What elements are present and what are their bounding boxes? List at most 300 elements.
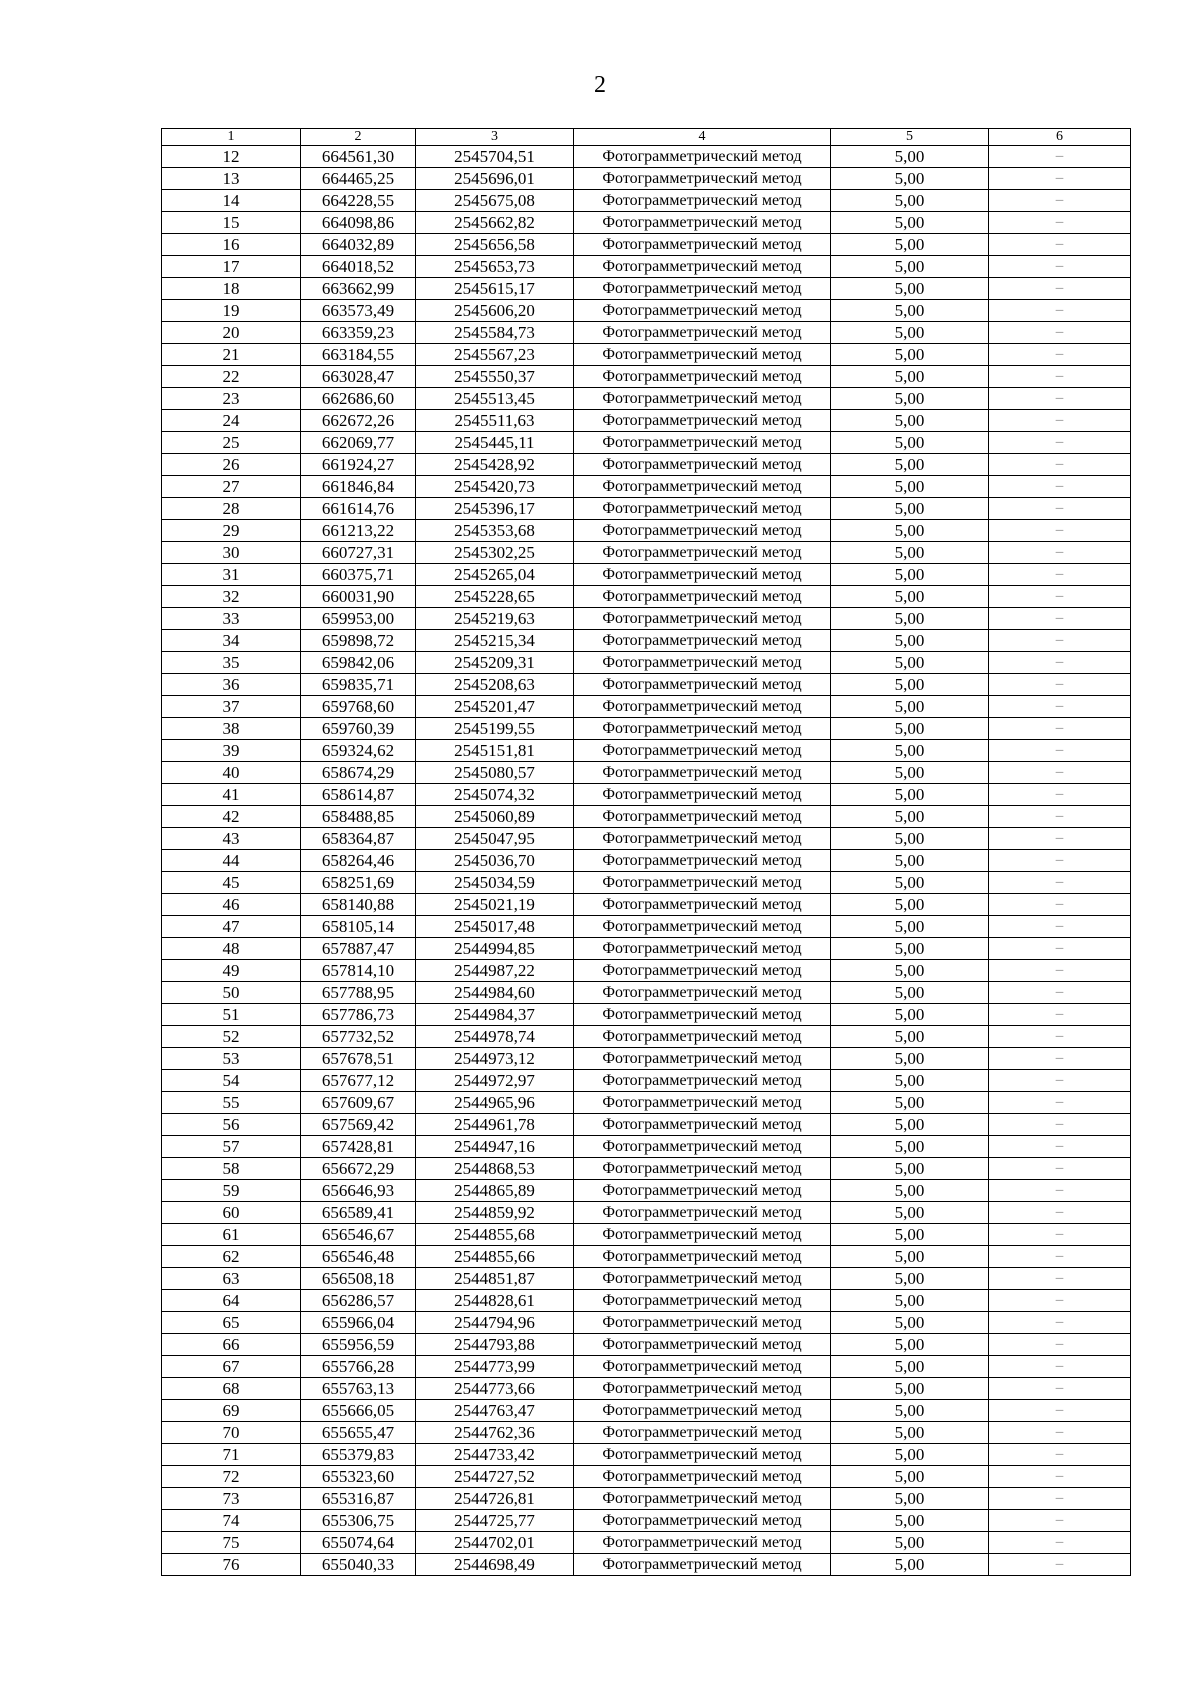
method-cell: Фотограмметрический метод: [574, 1356, 831, 1378]
x-coordinate-cell: 656508,18: [301, 1268, 416, 1290]
accuracy-cell: 5,00: [831, 806, 989, 828]
y-coordinate-cell: 2545151,81: [416, 740, 574, 762]
y-coordinate-cell: 2544725,77: [416, 1510, 574, 1532]
y-coordinate-cell: 2545584,73: [416, 322, 574, 344]
method-cell: Фотограмметрический метод: [574, 410, 831, 432]
accuracy-cell: 5,00: [831, 1356, 989, 1378]
page-number: 2: [594, 72, 606, 98]
method-cell: Фотограмметрический метод: [574, 454, 831, 476]
x-coordinate-cell: 655316,87: [301, 1488, 416, 1510]
y-coordinate-cell: 2544859,92: [416, 1202, 574, 1224]
table-row: [162, 1422, 1131, 1444]
note-cell: –: [989, 1356, 1131, 1378]
x-coordinate-cell: 658251,69: [301, 872, 416, 894]
method-cell: Фотограмметрический метод: [574, 366, 831, 388]
accuracy-cell: 5,00: [831, 498, 989, 520]
x-coordinate-cell: 657732,52: [301, 1026, 416, 1048]
y-coordinate-cell: 2544978,74: [416, 1026, 574, 1048]
point-number-cell: 29: [162, 520, 301, 542]
x-coordinate-cell: 656672,29: [301, 1158, 416, 1180]
y-coordinate-cell: 2545653,73: [416, 256, 574, 278]
method-cell: Фотограмметрический метод: [574, 1532, 831, 1554]
point-number-cell: 28: [162, 498, 301, 520]
table-row: [162, 1290, 1131, 1312]
note-cell: –: [989, 1092, 1131, 1114]
y-coordinate-cell: 2545662,82: [416, 212, 574, 234]
point-number-cell: 63: [162, 1268, 301, 1290]
method-cell: Фотограмметрический метод: [574, 1136, 831, 1158]
x-coordinate-cell: 661213,22: [301, 520, 416, 542]
x-coordinate-cell: 657814,10: [301, 960, 416, 982]
x-coordinate-cell: 659953,00: [301, 608, 416, 630]
accuracy-cell: 5,00: [831, 740, 989, 762]
note-cell: –: [989, 828, 1131, 850]
x-coordinate-cell: 657887,47: [301, 938, 416, 960]
method-cell: Фотограмметрический метод: [574, 300, 831, 322]
point-number-cell: 75: [162, 1532, 301, 1554]
y-coordinate-cell: 2545199,55: [416, 718, 574, 740]
method-cell: Фотограмметрический метод: [574, 674, 831, 696]
accuracy-cell: 5,00: [831, 784, 989, 806]
note-cell: –: [989, 784, 1131, 806]
accuracy-cell: 5,00: [831, 542, 989, 564]
method-cell: Фотограмметрический метод: [574, 1290, 831, 1312]
note-cell: –: [989, 1422, 1131, 1444]
note-cell: –: [989, 190, 1131, 212]
x-coordinate-cell: 661614,76: [301, 498, 416, 520]
x-coordinate-cell: 655766,28: [301, 1356, 416, 1378]
y-coordinate-cell: 2545208,63: [416, 674, 574, 696]
header-row: [162, 129, 1131, 146]
y-coordinate-cell: 2544702,01: [416, 1532, 574, 1554]
table-row: [162, 1158, 1131, 1180]
note-cell: –: [989, 1202, 1131, 1224]
x-coordinate-cell: 657569,42: [301, 1114, 416, 1136]
note-cell: –: [989, 146, 1131, 168]
x-coordinate-cell: 664098,86: [301, 212, 416, 234]
y-coordinate-cell: 2544855,68: [416, 1224, 574, 1246]
accuracy-cell: 5,00: [831, 1378, 989, 1400]
method-cell: Фотограмметрический метод: [574, 476, 831, 498]
x-coordinate-cell: 656286,57: [301, 1290, 416, 1312]
y-coordinate-cell: 2545209,31: [416, 652, 574, 674]
method-cell: Фотограмметрический метод: [574, 806, 831, 828]
point-number-cell: 52: [162, 1026, 301, 1048]
x-coordinate-cell: 657788,95: [301, 982, 416, 1004]
accuracy-cell: 5,00: [831, 630, 989, 652]
method-cell: Фотограмметрический метод: [574, 718, 831, 740]
point-number-cell: 44: [162, 850, 301, 872]
accuracy-cell: 5,00: [831, 454, 989, 476]
x-coordinate-cell: 655379,83: [301, 1444, 416, 1466]
x-coordinate-cell: 655323,60: [301, 1466, 416, 1488]
note-cell: –: [989, 1312, 1131, 1334]
x-coordinate-cell: 659842,06: [301, 652, 416, 674]
y-coordinate-cell: 2545201,47: [416, 696, 574, 718]
method-cell: Фотограмметрический метод: [574, 1378, 831, 1400]
x-coordinate-cell: 664228,55: [301, 190, 416, 212]
accuracy-cell: 5,00: [831, 1444, 989, 1466]
note-cell: –: [989, 1444, 1131, 1466]
x-coordinate-cell: 655306,75: [301, 1510, 416, 1532]
accuracy-cell: 5,00: [831, 190, 989, 212]
note-cell: –: [989, 278, 1131, 300]
table-row: [162, 1092, 1131, 1114]
method-cell: Фотограмметрический метод: [574, 850, 831, 872]
point-number-cell: 35: [162, 652, 301, 674]
y-coordinate-cell: 2545265,04: [416, 564, 574, 586]
y-coordinate-cell: 2545511,63: [416, 410, 574, 432]
point-number-cell: 20: [162, 322, 301, 344]
y-coordinate-cell: 2545675,08: [416, 190, 574, 212]
method-cell: Фотограмметрический метод: [574, 1180, 831, 1202]
table-row: [162, 1554, 1131, 1576]
point-number-cell: 70: [162, 1422, 301, 1444]
note-cell: –: [989, 1378, 1131, 1400]
point-number-cell: 64: [162, 1290, 301, 1312]
point-number-cell: 31: [162, 564, 301, 586]
note-cell: –: [989, 1136, 1131, 1158]
y-coordinate-cell: 2545074,32: [416, 784, 574, 806]
point-number-cell: 38: [162, 718, 301, 740]
table-row: [162, 366, 1131, 388]
method-cell: Фотограмметрический метод: [574, 1246, 831, 1268]
y-coordinate-cell: 2544987,22: [416, 960, 574, 982]
y-coordinate-cell: 2544763,47: [416, 1400, 574, 1422]
note-cell: –: [989, 762, 1131, 784]
point-number-cell: 58: [162, 1158, 301, 1180]
note-cell: –: [989, 1180, 1131, 1202]
accuracy-cell: 5,00: [831, 1026, 989, 1048]
accuracy-cell: 5,00: [831, 718, 989, 740]
accuracy-cell: 5,00: [831, 586, 989, 608]
method-cell: Фотограмметрический метод: [574, 960, 831, 982]
x-coordinate-cell: 657609,67: [301, 1092, 416, 1114]
accuracy-cell: 5,00: [831, 850, 989, 872]
x-coordinate-cell: 660375,71: [301, 564, 416, 586]
y-coordinate-cell: 2544947,16: [416, 1136, 574, 1158]
y-coordinate-cell: 2544762,36: [416, 1422, 574, 1444]
point-number-cell: 67: [162, 1356, 301, 1378]
x-coordinate-cell: 658364,87: [301, 828, 416, 850]
table-row: [162, 300, 1131, 322]
x-coordinate-cell: 664018,52: [301, 256, 416, 278]
table-row: [162, 740, 1131, 762]
point-number-cell: 61: [162, 1224, 301, 1246]
note-cell: –: [989, 454, 1131, 476]
table-row: [162, 1114, 1131, 1136]
point-number-cell: 36: [162, 674, 301, 696]
note-cell: –: [989, 542, 1131, 564]
method-cell: Фотограмметрический метод: [574, 432, 831, 454]
table-row: [162, 1444, 1131, 1466]
x-coordinate-cell: 664561,30: [301, 146, 416, 168]
y-coordinate-cell: 2544773,99: [416, 1356, 574, 1378]
method-cell: Фотограмметрический метод: [574, 1400, 831, 1422]
method-cell: Фотограмметрический метод: [574, 828, 831, 850]
note-cell: –: [989, 388, 1131, 410]
point-number-cell: 42: [162, 806, 301, 828]
method-cell: Фотограмметрический метод: [574, 762, 831, 784]
table-row: [162, 674, 1131, 696]
accuracy-cell: 5,00: [831, 520, 989, 542]
x-coordinate-cell: 659898,72: [301, 630, 416, 652]
point-number-cell: 50: [162, 982, 301, 1004]
method-cell: Фотограмметрический метод: [574, 388, 831, 410]
table-row: [162, 718, 1131, 740]
accuracy-cell: 5,00: [831, 1224, 989, 1246]
point-number-cell: 71: [162, 1444, 301, 1466]
method-cell: Фотограмметрический метод: [574, 696, 831, 718]
x-coordinate-cell: 656546,48: [301, 1246, 416, 1268]
method-cell: Фотограмметрический метод: [574, 1224, 831, 1246]
accuracy-cell: 5,00: [831, 1268, 989, 1290]
header-col-1: 1: [162, 129, 301, 146]
table-row: [162, 1224, 1131, 1246]
method-cell: Фотограмметрический метод: [574, 256, 831, 278]
note-cell: –: [989, 982, 1131, 1004]
accuracy-cell: 5,00: [831, 476, 989, 498]
y-coordinate-cell: 2544698,49: [416, 1554, 574, 1576]
table-row: [162, 652, 1131, 674]
table-row: [162, 1510, 1131, 1532]
table-row: [162, 1136, 1131, 1158]
table-row: [162, 190, 1131, 212]
table-row: [162, 894, 1131, 916]
method-cell: Фотограмметрический метод: [574, 278, 831, 300]
y-coordinate-cell: 2545353,68: [416, 520, 574, 542]
accuracy-cell: 5,00: [831, 168, 989, 190]
y-coordinate-cell: 2545428,92: [416, 454, 574, 476]
table-row: [162, 388, 1131, 410]
method-cell: Фотограмметрический метод: [574, 1202, 831, 1224]
note-cell: –: [989, 344, 1131, 366]
point-number-cell: 12: [162, 146, 301, 168]
y-coordinate-cell: 2544961,78: [416, 1114, 574, 1136]
table-row: [162, 762, 1131, 784]
table-row: [162, 630, 1131, 652]
x-coordinate-cell: 659768,60: [301, 696, 416, 718]
method-cell: Фотограмметрический метод: [574, 1510, 831, 1532]
point-number-cell: 47: [162, 916, 301, 938]
note-cell: –: [989, 938, 1131, 960]
point-number-cell: 51: [162, 1004, 301, 1026]
accuracy-cell: 5,00: [831, 146, 989, 168]
point-number-cell: 41: [162, 784, 301, 806]
note-cell: –: [989, 894, 1131, 916]
y-coordinate-cell: 2544994,85: [416, 938, 574, 960]
method-cell: Фотограмметрический метод: [574, 1070, 831, 1092]
y-coordinate-cell: 2544984,37: [416, 1004, 574, 1026]
y-coordinate-cell: 2544865,89: [416, 1180, 574, 1202]
accuracy-cell: 5,00: [831, 1246, 989, 1268]
method-cell: Фотограмметрический метод: [574, 1158, 831, 1180]
x-coordinate-cell: 662672,26: [301, 410, 416, 432]
accuracy-cell: 5,00: [831, 410, 989, 432]
method-cell: Фотограмметрический метод: [574, 586, 831, 608]
x-coordinate-cell: 655966,04: [301, 1312, 416, 1334]
table-row: [162, 212, 1131, 234]
x-coordinate-cell: 660031,90: [301, 586, 416, 608]
method-cell: Фотограмметрический метод: [574, 520, 831, 542]
accuracy-cell: 5,00: [831, 388, 989, 410]
method-cell: Фотограмметрический метод: [574, 146, 831, 168]
note-cell: –: [989, 586, 1131, 608]
table-row: [162, 168, 1131, 190]
point-number-cell: 32: [162, 586, 301, 608]
point-number-cell: 14: [162, 190, 301, 212]
table-row: [162, 1532, 1131, 1554]
accuracy-cell: 5,00: [831, 322, 989, 344]
accuracy-cell: 5,00: [831, 1510, 989, 1532]
note-cell: –: [989, 410, 1131, 432]
note-cell: –: [989, 1554, 1131, 1576]
accuracy-cell: 5,00: [831, 432, 989, 454]
table-row: [162, 1202, 1131, 1224]
accuracy-cell: 5,00: [831, 1004, 989, 1026]
method-cell: Фотограмметрический метод: [574, 190, 831, 212]
y-coordinate-cell: 2544868,53: [416, 1158, 574, 1180]
table-row: [162, 278, 1131, 300]
method-cell: Фотограмметрический метод: [574, 1048, 831, 1070]
table-row: [162, 1004, 1131, 1026]
point-number-cell: 49: [162, 960, 301, 982]
y-coordinate-cell: 2545396,17: [416, 498, 574, 520]
point-number-cell: 34: [162, 630, 301, 652]
accuracy-cell: 5,00: [831, 1466, 989, 1488]
y-coordinate-cell: 2544855,66: [416, 1246, 574, 1268]
x-coordinate-cell: 657428,81: [301, 1136, 416, 1158]
y-coordinate-cell: 2545080,57: [416, 762, 574, 784]
note-cell: –: [989, 498, 1131, 520]
table-row: [162, 1466, 1131, 1488]
point-number-cell: 18: [162, 278, 301, 300]
accuracy-cell: 5,00: [831, 1048, 989, 1070]
y-coordinate-cell: 2545606,20: [416, 300, 574, 322]
point-number-cell: 65: [162, 1312, 301, 1334]
table-row: [162, 234, 1131, 256]
note-cell: –: [989, 1224, 1131, 1246]
note-cell: –: [989, 1246, 1131, 1268]
table-row: [162, 344, 1131, 366]
x-coordinate-cell: 662686,60: [301, 388, 416, 410]
y-coordinate-cell: 2544793,88: [416, 1334, 574, 1356]
accuracy-cell: 5,00: [831, 652, 989, 674]
y-coordinate-cell: 2544727,52: [416, 1466, 574, 1488]
point-number-cell: 72: [162, 1466, 301, 1488]
accuracy-cell: 5,00: [831, 828, 989, 850]
y-coordinate-cell: 2545302,25: [416, 542, 574, 564]
note-cell: –: [989, 652, 1131, 674]
note-cell: –: [989, 168, 1131, 190]
note-cell: –: [989, 1466, 1131, 1488]
x-coordinate-cell: 658488,85: [301, 806, 416, 828]
method-cell: Фотограмметрический метод: [574, 1334, 831, 1356]
method-cell: Фотограмметрический метод: [574, 1026, 831, 1048]
method-cell: Фотограмметрический метод: [574, 784, 831, 806]
y-coordinate-cell: 2545034,59: [416, 872, 574, 894]
note-cell: –: [989, 1158, 1131, 1180]
method-cell: Фотограмметрический метод: [574, 234, 831, 256]
accuracy-cell: 5,00: [831, 1422, 989, 1444]
point-number-cell: 16: [162, 234, 301, 256]
y-coordinate-cell: 2545696,01: [416, 168, 574, 190]
point-number-cell: 54: [162, 1070, 301, 1092]
method-cell: Фотограмметрический метод: [574, 1444, 831, 1466]
accuracy-cell: 5,00: [831, 1400, 989, 1422]
accuracy-cell: 5,00: [831, 938, 989, 960]
method-cell: Фотограмметрический метод: [574, 630, 831, 652]
x-coordinate-cell: 663028,47: [301, 366, 416, 388]
method-cell: Фотограмметрический метод: [574, 1488, 831, 1510]
note-cell: –: [989, 1488, 1131, 1510]
y-coordinate-cell: 2545567,23: [416, 344, 574, 366]
point-number-cell: 69: [162, 1400, 301, 1422]
note-cell: –: [989, 256, 1131, 278]
method-cell: Фотограмметрический метод: [574, 916, 831, 938]
x-coordinate-cell: 663359,23: [301, 322, 416, 344]
accuracy-cell: 5,00: [831, 960, 989, 982]
point-number-cell: 17: [162, 256, 301, 278]
x-coordinate-cell: 661846,84: [301, 476, 416, 498]
point-number-cell: 57: [162, 1136, 301, 1158]
x-coordinate-cell: 658140,88: [301, 894, 416, 916]
x-coordinate-cell: 655074,64: [301, 1532, 416, 1554]
method-cell: Фотограмметрический метод: [574, 542, 831, 564]
point-number-cell: 76: [162, 1554, 301, 1576]
y-coordinate-cell: 2545060,89: [416, 806, 574, 828]
point-number-cell: 21: [162, 344, 301, 366]
method-cell: Фотограмметрический метод: [574, 872, 831, 894]
table-row: [162, 828, 1131, 850]
point-number-cell: 23: [162, 388, 301, 410]
accuracy-cell: 5,00: [831, 234, 989, 256]
method-cell: Фотограмметрический метод: [574, 1422, 831, 1444]
x-coordinate-cell: 655655,47: [301, 1422, 416, 1444]
method-cell: Фотограмметрический метод: [574, 1554, 831, 1576]
y-coordinate-cell: 2545615,17: [416, 278, 574, 300]
table-row: [162, 256, 1131, 278]
method-cell: Фотограмметрический метод: [574, 168, 831, 190]
method-cell: Фотограмметрический метод: [574, 212, 831, 234]
method-cell: Фотограмметрический метод: [574, 564, 831, 586]
header-col-3: 3: [416, 129, 574, 146]
accuracy-cell: 5,00: [831, 1070, 989, 1092]
note-cell: –: [989, 674, 1131, 696]
method-cell: Фотограмметрический метод: [574, 1466, 831, 1488]
point-number-cell: 24: [162, 410, 301, 432]
x-coordinate-cell: 657677,12: [301, 1070, 416, 1092]
point-number-cell: 59: [162, 1180, 301, 1202]
note-cell: –: [989, 872, 1131, 894]
x-coordinate-cell: 655040,33: [301, 1554, 416, 1576]
y-coordinate-cell: 2545021,19: [416, 894, 574, 916]
accuracy-cell: 5,00: [831, 696, 989, 718]
header-col-2: 2: [301, 129, 416, 146]
header-col-5: 5: [831, 129, 989, 146]
method-cell: Фотограмметрический метод: [574, 1114, 831, 1136]
y-coordinate-cell: 2545420,73: [416, 476, 574, 498]
header-col-6: 6: [989, 129, 1131, 146]
y-coordinate-cell: 2545219,63: [416, 608, 574, 630]
accuracy-cell: 5,00: [831, 1334, 989, 1356]
accuracy-cell: 5,00: [831, 1488, 989, 1510]
method-cell: Фотограмметрический метод: [574, 608, 831, 630]
method-cell: Фотограмметрический метод: [574, 1268, 831, 1290]
accuracy-cell: 5,00: [831, 982, 989, 1004]
table-row: [162, 586, 1131, 608]
table-row: [162, 1334, 1131, 1356]
